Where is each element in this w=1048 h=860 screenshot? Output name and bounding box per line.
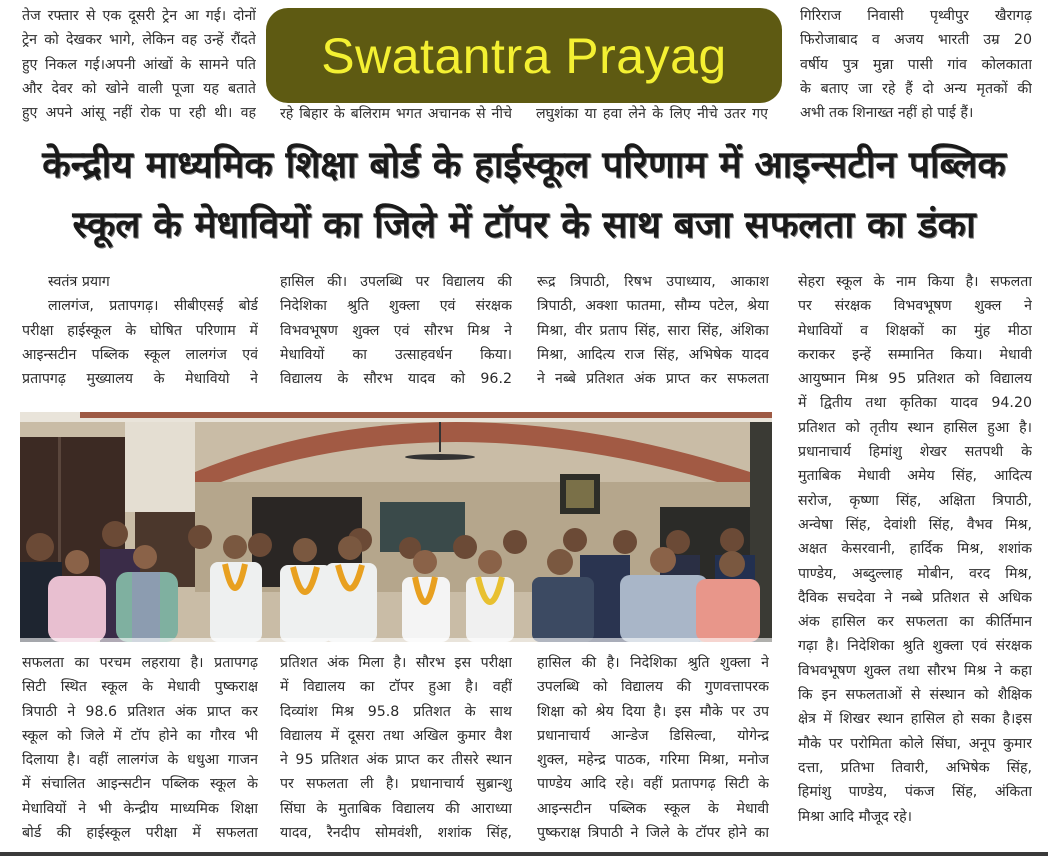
text-line: मेधावियों व शिक्षकों का मुंह मीठा — [798, 322, 1032, 339]
text-line: प्रतिशत अंक मिला है। सौरभ इस परीक्षा — [280, 655, 512, 671]
text-line: मिश्रा, आदित्य राज सिंह, अभिषेक यादव — [537, 346, 769, 363]
text-line: मौके पर परोमिता कोले सिंघा, अनूप कुमार — [798, 735, 1032, 752]
text-line: गढ़ा है। निदेशिका श्रुति शुक्ला एवं संरक्षक — [798, 638, 1032, 655]
article-column-1-upper — [22, 270, 258, 391]
article-headline — [0, 135, 1048, 255]
article-column-2-upper — [280, 270, 512, 391]
text-line: अभी तक शिनाख्त नहीं हो पाई हैं। — [800, 105, 974, 122]
text-line: उपलब्धि को विद्यालय की गुणवत्तापरक — [537, 679, 769, 696]
text-line: ट्रेन को देखकर भागे, लेकिन वह उन्हें रौंदते — [22, 32, 256, 49]
text-line: मिश्रा, वीर प्रताप सिंह, सारा सिंह, अंशिका — [537, 322, 769, 339]
text-line: शुक्ल, महेन्द्र पाठक, गरिमा मिश्रा, मनोज — [537, 752, 769, 769]
text-line: सिंघा के मुताबिक विद्यालय की आराध्या — [280, 800, 512, 817]
text-line: में विद्यालय का टॉपर हुआ है। वहीं — [280, 679, 512, 696]
text-line: मेधावियों ने भी केन्द्रीय माध्यमिक शिक्षा — [22, 800, 258, 817]
text-line: पुष्कराक्ष त्रिपाठी ने जिले के टॉपर होने का — [537, 825, 769, 842]
text-line: दिव्यांश मिश्र 95.8 प्रतिशत के साथ — [280, 703, 512, 720]
previous-article-column-2 — [280, 102, 512, 126]
text-line: पर सफलता ली है। प्रधानाचार्य सुब्रान्शु — [280, 776, 512, 793]
text-line: अक्षत केसरवानी, हार्दिक मिश्र, शशांक — [798, 541, 1032, 558]
text-line: ने नब्बे प्रतिशत अंक प्राप्त कर सफलता — [537, 371, 769, 388]
text-line: पाण्डेय आदि रहे। वहीं प्रतापगढ़ सिटी के — [537, 776, 769, 793]
text-line: मुताबिक मेधावी अमेय सिंह, आदित्य — [798, 468, 1032, 485]
text-line: ने 95 प्रतिशत अंक प्राप्त कर तीसरे स्थान — [280, 752, 512, 769]
text-line: क्षेत्र में शिखर स्थान हासिल हो सका है।इस — [798, 711, 1032, 728]
text-line: गिरिराज निवासी पृथ्वीपुर खैरागढ़ — [800, 8, 1032, 24]
text-line: विद्यालय के सौरभ यादव को 96.2 — [280, 371, 512, 388]
text-line: बोर्ड की हाईस्कूल परीक्षा में सफलता — [22, 825, 258, 842]
text-line: फिरोजाबाद व अजय भारती उम्र 20 — [800, 32, 1032, 49]
text-line: तेज रफ्तार से एक दूसरी ट्रेन आ गई। दोनों — [22, 8, 256, 24]
previous-article-column-4 — [800, 4, 1032, 125]
text-line: कि इन सफलताओं से संस्थान को शैक्षिक — [798, 687, 1032, 704]
article-photo — [20, 412, 772, 642]
text-line: शिक्षा को श्रेय दिया है। इस मौके पर उप — [537, 703, 769, 720]
article-column-3-lower — [537, 651, 769, 845]
text-line: निदेशिका श्रुति शुक्ला एवं संरक्षक — [280, 298, 512, 315]
text-line: सफलता का परचम लहराया है। प्रतापगढ़ — [22, 655, 258, 671]
text-line: हिमांशु पाण्डेय, पंकज सिंह, अंकिता — [798, 784, 1032, 801]
text-line: प्रधानाचार्य हिमांशु शेखर सतपथी के — [798, 444, 1032, 461]
text-line: दिलाया है। वहीं लालगंज के धधुआ गाजन — [22, 752, 258, 769]
previous-article-column-3 — [536, 102, 768, 126]
article-column-3-upper — [537, 270, 769, 391]
text-line: आइन्सटीन पब्लिक स्कूल के मेधावी — [537, 800, 769, 817]
text-line: विभवभूषण शुक्ल तथा सौरभ मिश्र ने कहा — [798, 662, 1032, 679]
text-line: में द्वितीय तथा कृतिका यादव 94.20 — [798, 395, 1032, 412]
article-column-1-lower — [22, 651, 258, 845]
text-line: यादव, रैनदीप सोमवंशी, शशांक सिंह, — [280, 825, 512, 842]
masthead-title: Swatantra Prayag — [321, 27, 727, 84]
text-line: रहे बिहार के बलिराम भगत अचानक से नीचे — [280, 106, 512, 122]
byline: स्वतंत्र प्रयाग — [48, 274, 110, 290]
text-line: सिटी स्थित स्कूल के मेधावी पुष्कराक्ष — [22, 679, 258, 696]
text-line: विभवभूषण शुक्ल एवं सौरभ मिश्र ने — [280, 322, 512, 339]
text-line: वर्षीय पुत्र मुन्ना पासी गांव कोलकाता — [800, 56, 1032, 73]
text-line: और देवर को खोने वाली पूजा यह बताते — [22, 80, 256, 97]
headline-line-2: स्कूल के मेधावियों का जिले में टॉपर के साथ बजा सफलता का डंका — [72, 203, 976, 246]
masthead-banner — [266, 8, 782, 103]
text-line: मेधावियों का उत्साहवर्धन किया। — [280, 346, 512, 363]
text-line: सरोज, कृष्णा सिंह, अक्षिता त्रिपाठी, — [798, 492, 1032, 509]
text-line: आयुष्मान मिश्र 95 प्रतिशत को विद्यालय — [798, 371, 1032, 388]
bottom-divider — [0, 852, 1048, 856]
text-line: रूद्र त्रिपाठी, रिषभ उपाध्याय, आकाश — [537, 274, 769, 290]
text-line: स्कूल को जिले में टॉप होने का गौरव भी — [22, 727, 258, 744]
text-line: अन्वेषा सिंह, देवांशी सिंह, वैभव मिश्र, — [798, 516, 1032, 533]
text-line: त्रिपाठी ने 98.6 प्रतिशत अंक प्राप्त कर — [22, 703, 258, 720]
text-line: दैविक सचदेवा ने नब्बे प्रतिशत से अधिक — [798, 589, 1032, 606]
article-column-2-lower — [280, 651, 512, 845]
text-line: प्रधानाचार्य आन्डेज डिसिल्वा, योगेन्द्र — [537, 727, 769, 744]
text-line: परीक्षा हाईस्कूल के घोषित परिणाम में — [22, 322, 258, 339]
text-line: सेहरा स्कूल के नाम किया है। सफलता — [798, 274, 1032, 290]
text-line: लालगंज, प्रतापगढ़। सीबीएसई बोर्ड — [48, 298, 258, 315]
text-line: लघुशंका या हवा लेने के लिए नीचे उतर गए — [536, 106, 768, 122]
group-photo-illustration — [20, 412, 772, 642]
previous-article-column-1 — [22, 4, 256, 125]
article-column-4 — [798, 270, 1032, 829]
text-line: प्रतापगढ़ मुख्यालय के मेधावियो ने — [22, 371, 258, 388]
text-line: में संचालित आइन्सटीन पब्लिक स्कूल के — [22, 776, 258, 793]
text-line: हासिल की है। निदेशिका श्रुति शुक्ला ने — [537, 655, 769, 671]
text-line: कराकर इन्हें सम्मानित किया। मेधावी — [798, 346, 1032, 363]
text-line: दत्ता, प्रतिभा तिवारी, अभिषेक सिंह, — [798, 759, 1032, 776]
text-line: पर संरक्षक विभवभूषण शुक्ल ने — [798, 298, 1032, 315]
text-line: हुए अपने आंसू नहीं रोक पा रही थी। वह — [22, 105, 256, 122]
text-line: के बताए जा रहे हैं दो अन्य मृतकों की — [800, 80, 1032, 97]
headline-line-1: केन्द्रीय माध्यमिक शिक्षा बोर्ड के हाईस्कूल परिणाम में आइन्सटीन पब्लिक — [42, 143, 1006, 186]
text-line: प्रतिशत को तृतीय स्थान हासिल हुआ है। — [798, 419, 1032, 436]
text-line: हुए निकल गई।अपनी आंखों के सामने पति — [22, 56, 256, 73]
text-line: अंक हासिल कर सफलता का कीर्तिमान — [798, 614, 1032, 631]
text-line: आइन्सटीन पब्लिक स्कूल लालगंज एवं — [22, 346, 258, 363]
text-line: त्रिपाठी, अक्शा फातमा, सौम्य पटेल, श्रेया — [537, 298, 769, 315]
text-line: विद्यालय में दूसरा तथा अखिल कुमार वैश — [280, 727, 512, 744]
text-line: पाण्डेय, अब्दुल्लाह मोबीन, वरद मिश्र, — [798, 565, 1032, 582]
text-line: मिश्रा आदि मौजूद रहे। — [798, 808, 913, 825]
text-line: हासिल की। उपलब्धि पर विद्यालय की — [280, 274, 512, 290]
